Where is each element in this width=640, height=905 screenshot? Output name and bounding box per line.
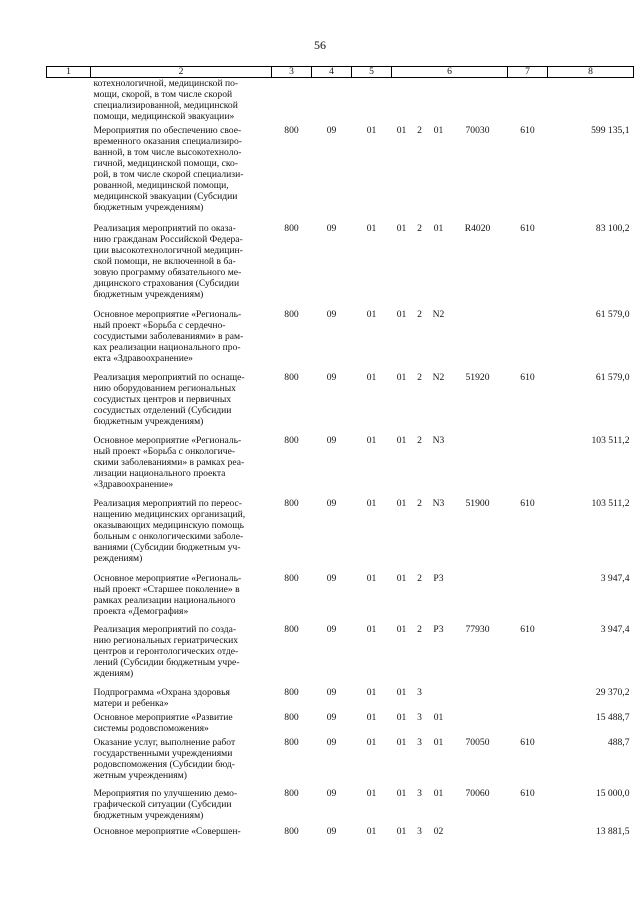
description-line: реждениям) bbox=[93, 552, 143, 564]
cell-col-1 bbox=[47, 309, 91, 372]
target-article-part: 01 bbox=[396, 308, 407, 320]
cell-section: 09 bbox=[326, 497, 337, 509]
cell-section: 09 bbox=[326, 308, 337, 320]
target-article-part: 2 bbox=[417, 623, 422, 635]
cell-section: 09 bbox=[326, 572, 337, 584]
description-line: Подпрограмма «Охрана здоровья bbox=[93, 686, 230, 698]
cell-expense-type: 610 bbox=[520, 371, 535, 383]
cell-expense-type bbox=[508, 435, 548, 498]
target-article-part: P3 bbox=[433, 572, 444, 584]
cell-description bbox=[91, 687, 272, 712]
target-article-part: 01 bbox=[396, 497, 407, 509]
description-line: Основное мероприятие «Региональ- bbox=[93, 308, 242, 320]
cell-expense-type: 610 bbox=[520, 623, 535, 635]
cell-amount: 488,7 bbox=[607, 736, 630, 748]
cell-ministry: 800 bbox=[284, 825, 299, 837]
cell-amount: 103 511,2 bbox=[591, 497, 630, 509]
target-article-part: 51920 bbox=[465, 371, 490, 383]
cell-amount: 13 881,5 bbox=[595, 825, 630, 837]
target-article-part: N3 bbox=[432, 497, 445, 509]
description-line: лизации национального проекта bbox=[93, 467, 226, 479]
target-article-part: 3 bbox=[417, 787, 422, 799]
description-line: центров и геронтологических отде- bbox=[93, 645, 239, 657]
header-col-8: 8 bbox=[548, 67, 634, 78]
target-article-part: 01 bbox=[396, 736, 407, 748]
target-article-part: 01 bbox=[433, 222, 444, 234]
cell-target-article bbox=[392, 223, 508, 309]
description-line: матери и ребенка» bbox=[93, 697, 169, 709]
cell-ministry: 800 bbox=[284, 572, 299, 584]
description-line: ках реализации национального про- bbox=[93, 341, 241, 353]
cell-amount bbox=[548, 78, 634, 125]
description-line: Реализация мероприятий по созда- bbox=[93, 623, 237, 635]
table-row bbox=[47, 788, 634, 826]
cell-amount: 29 370,2 bbox=[595, 686, 630, 698]
table-row bbox=[47, 498, 634, 573]
description-line: екта «Здравоохранение» bbox=[93, 352, 193, 364]
cell-col-1 bbox=[47, 435, 91, 498]
cell-col-1 bbox=[47, 223, 91, 309]
description-line: ный проект «Борьба с онкологиче- bbox=[93, 445, 236, 457]
cell-amount: 15 000,0 bbox=[595, 787, 630, 799]
target-article-part: 01 bbox=[433, 124, 444, 136]
cell-expense-type bbox=[508, 687, 548, 712]
cell-expense-type: 610 bbox=[520, 222, 535, 234]
cell-subsection: 01 bbox=[366, 222, 377, 234]
target-article-part: R4020 bbox=[464, 222, 491, 234]
cell-ministry: 800 bbox=[284, 308, 299, 320]
cell-ministry: 800 bbox=[284, 787, 299, 799]
description-line: Оказание услуг, выполнение работ bbox=[93, 736, 236, 748]
budget-table bbox=[46, 66, 634, 838]
target-article-part: 2 bbox=[417, 434, 422, 446]
description-line: Основное мероприятие «Развитие bbox=[93, 711, 233, 723]
description-line: больным с онкологическими заболе- bbox=[93, 530, 244, 542]
description-line: рованной, медицинской помощи, bbox=[93, 179, 229, 191]
cell-target-article bbox=[392, 737, 508, 788]
description-line: ждениям) bbox=[93, 667, 134, 679]
table-row bbox=[47, 624, 634, 687]
cell-amount: 61 579,0 bbox=[595, 371, 630, 383]
description-line: дицинского страхования (Субсидии bbox=[93, 277, 240, 289]
cell-expense-type bbox=[508, 78, 548, 125]
table-row bbox=[47, 826, 634, 838]
cell-section: 09 bbox=[326, 371, 337, 383]
cell-section bbox=[312, 78, 352, 125]
target-article-part: 01 bbox=[396, 825, 407, 837]
target-article-part bbox=[450, 687, 506, 698]
description-line: ный проект «Борьба с сердечно- bbox=[93, 319, 226, 331]
target-article-part: 2 bbox=[417, 222, 422, 234]
cell-target-article bbox=[392, 712, 508, 737]
target-article-part: 51900 bbox=[465, 497, 490, 509]
target-article-part: 01 bbox=[396, 572, 407, 584]
target-article-part: N3 bbox=[432, 434, 445, 446]
cell-target-article bbox=[392, 687, 508, 712]
cell-col-1 bbox=[47, 125, 91, 223]
description-line: рой, в том числе скорой специализи- bbox=[93, 168, 244, 180]
description-line: Реализация мероприятий по переос- bbox=[93, 497, 243, 509]
cell-subsection: 01 bbox=[366, 686, 377, 698]
cell-description bbox=[91, 435, 272, 498]
table-row bbox=[47, 435, 634, 498]
cell-ministry: 800 bbox=[284, 124, 299, 136]
description-line: ваниями (Субсидии бюджетным уч- bbox=[93, 541, 241, 553]
header-col-1: 1 bbox=[47, 67, 91, 78]
description-line: нию оборудованием региональных bbox=[93, 382, 236, 394]
cell-subsection: 01 bbox=[366, 623, 377, 635]
cell-ministry: 800 bbox=[284, 497, 299, 509]
description-line: Мероприятия по улучшению демо- bbox=[93, 787, 238, 799]
description-line: нию гражданам Российской Федера- bbox=[93, 233, 243, 245]
description-line: мощи, скорой, в том числе скорой bbox=[93, 89, 233, 101]
cell-expense-type: 610 bbox=[520, 497, 535, 509]
cell-ministry: 800 bbox=[284, 434, 299, 446]
target-article-part: 01 bbox=[396, 371, 407, 383]
cell-subsection: 01 bbox=[366, 825, 377, 837]
target-article-part bbox=[450, 826, 506, 837]
cell-ministry: 800 bbox=[284, 711, 299, 723]
description-line: государственными учреждениями bbox=[93, 747, 233, 759]
target-article-part bbox=[428, 687, 450, 698]
cell-description bbox=[91, 498, 272, 573]
header-col-2: 2 bbox=[91, 67, 272, 78]
description-line: бюджетным учреждениям) bbox=[93, 202, 204, 214]
target-article-part: 3 bbox=[417, 825, 422, 837]
target-article-part: 01 bbox=[396, 434, 407, 446]
cell-description bbox=[91, 223, 272, 309]
cell-target-article bbox=[392, 573, 508, 624]
cell-col-1 bbox=[47, 624, 91, 687]
target-article-part: 3 bbox=[417, 736, 422, 748]
target-article-part bbox=[450, 712, 506, 723]
target-article-part: 01 bbox=[433, 736, 444, 748]
cell-description bbox=[91, 737, 272, 788]
table-row bbox=[47, 372, 634, 435]
header-col-6: 6 bbox=[392, 67, 508, 78]
cell-col-1 bbox=[47, 826, 91, 838]
cell-col-1 bbox=[47, 498, 91, 573]
cell-amount: 61 579,0 bbox=[595, 308, 630, 320]
cell-subsection: 01 bbox=[366, 736, 377, 748]
target-article-part: 77930 bbox=[465, 623, 490, 635]
target-article-part: N2 bbox=[432, 371, 445, 383]
description-line: зовую программу обязательного ме- bbox=[93, 266, 242, 278]
description-line: родовспоможения (Субсидии бюд- bbox=[93, 758, 235, 770]
cell-description bbox=[91, 788, 272, 826]
table-body bbox=[47, 78, 634, 838]
target-article-part: 01 bbox=[396, 623, 407, 635]
cell-section: 09 bbox=[326, 222, 337, 234]
description-line: оказывающих медицинскую помощь bbox=[93, 519, 244, 531]
description-line: специализированной, медицинской bbox=[93, 100, 238, 112]
cell-subsection: 01 bbox=[366, 371, 377, 383]
cell-section: 09 bbox=[326, 736, 337, 748]
cell-amount: 15 488,7 bbox=[595, 711, 630, 723]
cell-subsection: 01 bbox=[366, 787, 377, 799]
target-article-part: 70030 bbox=[465, 124, 490, 136]
cell-subsection: 01 bbox=[366, 124, 377, 136]
target-article-part: N2 bbox=[432, 308, 445, 320]
cell-col-1 bbox=[47, 712, 91, 737]
cell-target-article bbox=[392, 435, 508, 498]
description-line: проекта «Демография» bbox=[93, 605, 189, 617]
cell-description bbox=[91, 826, 272, 838]
cell-subsection: 01 bbox=[366, 434, 377, 446]
cell-ministry: 800 bbox=[284, 686, 299, 698]
cell-expense-type: 610 bbox=[520, 736, 535, 748]
cell-expense-type bbox=[508, 309, 548, 372]
cell-col-1 bbox=[47, 573, 91, 624]
target-article-part: P3 bbox=[433, 623, 444, 635]
cell-description bbox=[91, 712, 272, 737]
target-article-part: 2 bbox=[417, 371, 422, 383]
target-article-part: 2 bbox=[417, 308, 422, 320]
cell-target-article bbox=[392, 624, 508, 687]
target-article-part: 01 bbox=[396, 124, 407, 136]
target-article-part: 3 bbox=[417, 686, 422, 698]
cell-description bbox=[91, 309, 272, 372]
description-line: Основное мероприятие «Совершен- bbox=[93, 825, 241, 837]
description-line: рамках реализации национального bbox=[93, 594, 236, 606]
target-article-part: 3 bbox=[417, 711, 422, 723]
cell-expense-type bbox=[508, 573, 548, 624]
target-article-part: 70060 bbox=[465, 787, 490, 799]
cell-col-1 bbox=[47, 78, 91, 125]
target-article-part bbox=[450, 435, 506, 446]
target-article-part: 01 bbox=[396, 686, 407, 698]
description-line: бюджетным учреждениям) bbox=[93, 289, 204, 301]
cell-ministry: 800 bbox=[284, 623, 299, 635]
description-line: Мероприятия по обеспечению свое- bbox=[93, 124, 242, 136]
description-line: котехнологичной, медицинской по- bbox=[93, 78, 239, 89]
target-article-part: 01 bbox=[396, 222, 407, 234]
description-line: системы родовспоможения» bbox=[93, 722, 209, 734]
cell-subsection: 01 bbox=[366, 308, 377, 320]
cell-section: 09 bbox=[326, 623, 337, 635]
cell-subsection: 01 bbox=[366, 572, 377, 584]
description-line: ской помощи, не включенной в ба- bbox=[93, 255, 236, 267]
description-line: сосудистых отделений (Субсидии bbox=[93, 404, 232, 416]
table-row bbox=[47, 737, 634, 788]
cell-ministry: 800 bbox=[284, 736, 299, 748]
description-line: нащению медицинских организаций, bbox=[93, 508, 246, 520]
cell-amount: 3 947,4 bbox=[600, 623, 630, 635]
target-article-part: 01 bbox=[433, 787, 444, 799]
target-article-part: 01 bbox=[396, 711, 407, 723]
cell-amount: 103 511,2 bbox=[591, 434, 630, 446]
table-row bbox=[47, 78, 634, 125]
cell-section: 09 bbox=[326, 124, 337, 136]
header-col-5: 5 bbox=[352, 67, 392, 78]
cell-description bbox=[91, 78, 272, 125]
cell-description bbox=[91, 372, 272, 435]
cell-target-article bbox=[392, 826, 508, 838]
description-line: Реализация мероприятий по оказа- bbox=[93, 222, 236, 234]
description-line: сосудистых центров и первичных bbox=[93, 393, 232, 405]
cell-expense-type: 610 bbox=[520, 124, 535, 136]
description-line: скими заболеваниями» в рамках реа- bbox=[93, 456, 245, 468]
description-line: ции высокотехнологичной медицин- bbox=[93, 244, 243, 256]
description-line: нию региональных гериатрических bbox=[93, 634, 239, 646]
description-line: сосудистыми заболеваниями» в рам- bbox=[93, 330, 244, 342]
description-line: Основное мероприятие «Региональ- bbox=[93, 572, 242, 584]
cell-amount: 3 947,4 bbox=[600, 572, 630, 584]
cell-target-article bbox=[392, 498, 508, 573]
cell-section: 09 bbox=[326, 787, 337, 799]
description-line: временного оказания специализиро- bbox=[93, 135, 242, 147]
target-article-part: 02 bbox=[433, 825, 444, 837]
cell-subsection: 01 bbox=[366, 497, 377, 509]
table-row bbox=[47, 712, 634, 737]
description-line: бюджетным учреждениям) bbox=[93, 415, 204, 427]
cell-expense-type bbox=[508, 826, 548, 838]
page-number: 56 bbox=[314, 38, 326, 52]
cell-target-article bbox=[392, 309, 508, 372]
target-article-part bbox=[450, 573, 506, 584]
table-row bbox=[47, 573, 634, 624]
cell-target-article bbox=[392, 788, 508, 826]
description-line: лений (Субсидии бюджетным учре- bbox=[93, 656, 240, 668]
cell-description bbox=[91, 573, 272, 624]
cell-target-article bbox=[392, 78, 508, 125]
cell-section: 09 bbox=[326, 434, 337, 446]
target-article-part: 70050 bbox=[465, 736, 490, 748]
cell-amount: 599 135,1 bbox=[591, 124, 630, 136]
cell-ministry: 800 bbox=[284, 222, 299, 234]
target-article-part bbox=[450, 309, 506, 320]
cell-description bbox=[91, 125, 272, 223]
header-col-7: 7 bbox=[508, 67, 548, 78]
description-line: ванной, в том числе высокотехноло- bbox=[93, 146, 242, 158]
cell-target-article bbox=[392, 372, 508, 435]
table-row bbox=[47, 223, 634, 309]
description-line: помощи, медицинской эвакуации» bbox=[93, 111, 235, 123]
cell-section: 09 bbox=[326, 711, 337, 723]
cell-subsection: 01 bbox=[366, 711, 377, 723]
cell-amount: 83 100,2 bbox=[595, 222, 630, 234]
description-line: Реализация мероприятий по оснаще- bbox=[93, 371, 245, 383]
cell-col-1 bbox=[47, 788, 91, 826]
cell-expense-type bbox=[508, 712, 548, 737]
header-row bbox=[47, 67, 634, 78]
table-row bbox=[47, 309, 634, 372]
header-col-4: 4 bbox=[312, 67, 352, 78]
target-article-part: 2 bbox=[417, 124, 422, 136]
cell-col-1 bbox=[47, 372, 91, 435]
description-line: Основное мероприятие «Региональ- bbox=[93, 434, 242, 446]
description-line: гичной, медицинской помощи, ско- bbox=[93, 157, 238, 169]
cell-ministry bbox=[272, 78, 312, 125]
cell-ministry: 800 bbox=[284, 371, 299, 383]
description-line: ный проект «Старшее поколение» в bbox=[93, 583, 240, 595]
description-line: медицинской эвакуации (Субсидии bbox=[93, 191, 238, 203]
target-article-part: 2 bbox=[417, 572, 422, 584]
cell-description bbox=[91, 624, 272, 687]
cell-section: 09 bbox=[326, 825, 337, 837]
cell-expense-type: 610 bbox=[520, 787, 535, 799]
header-col-3: 3 bbox=[272, 67, 312, 78]
table-row bbox=[47, 125, 634, 223]
cell-target-article bbox=[392, 125, 508, 223]
description-line: жетным учреждениям) bbox=[93, 769, 187, 781]
cell-subsection bbox=[352, 78, 392, 125]
target-article-part: 01 bbox=[433, 711, 444, 723]
cell-col-1 bbox=[47, 737, 91, 788]
target-article-part: 01 bbox=[396, 787, 407, 799]
table-row bbox=[47, 687, 634, 712]
description-line: «Здравоохранение» bbox=[93, 478, 174, 490]
target-article-part: 2 bbox=[417, 497, 422, 509]
description-line: графической ситуации (Субсидии bbox=[93, 798, 232, 810]
cell-section: 09 bbox=[326, 686, 337, 698]
cell-col-1 bbox=[47, 687, 91, 712]
description-line: бюджетным учреждениям) bbox=[93, 809, 204, 821]
